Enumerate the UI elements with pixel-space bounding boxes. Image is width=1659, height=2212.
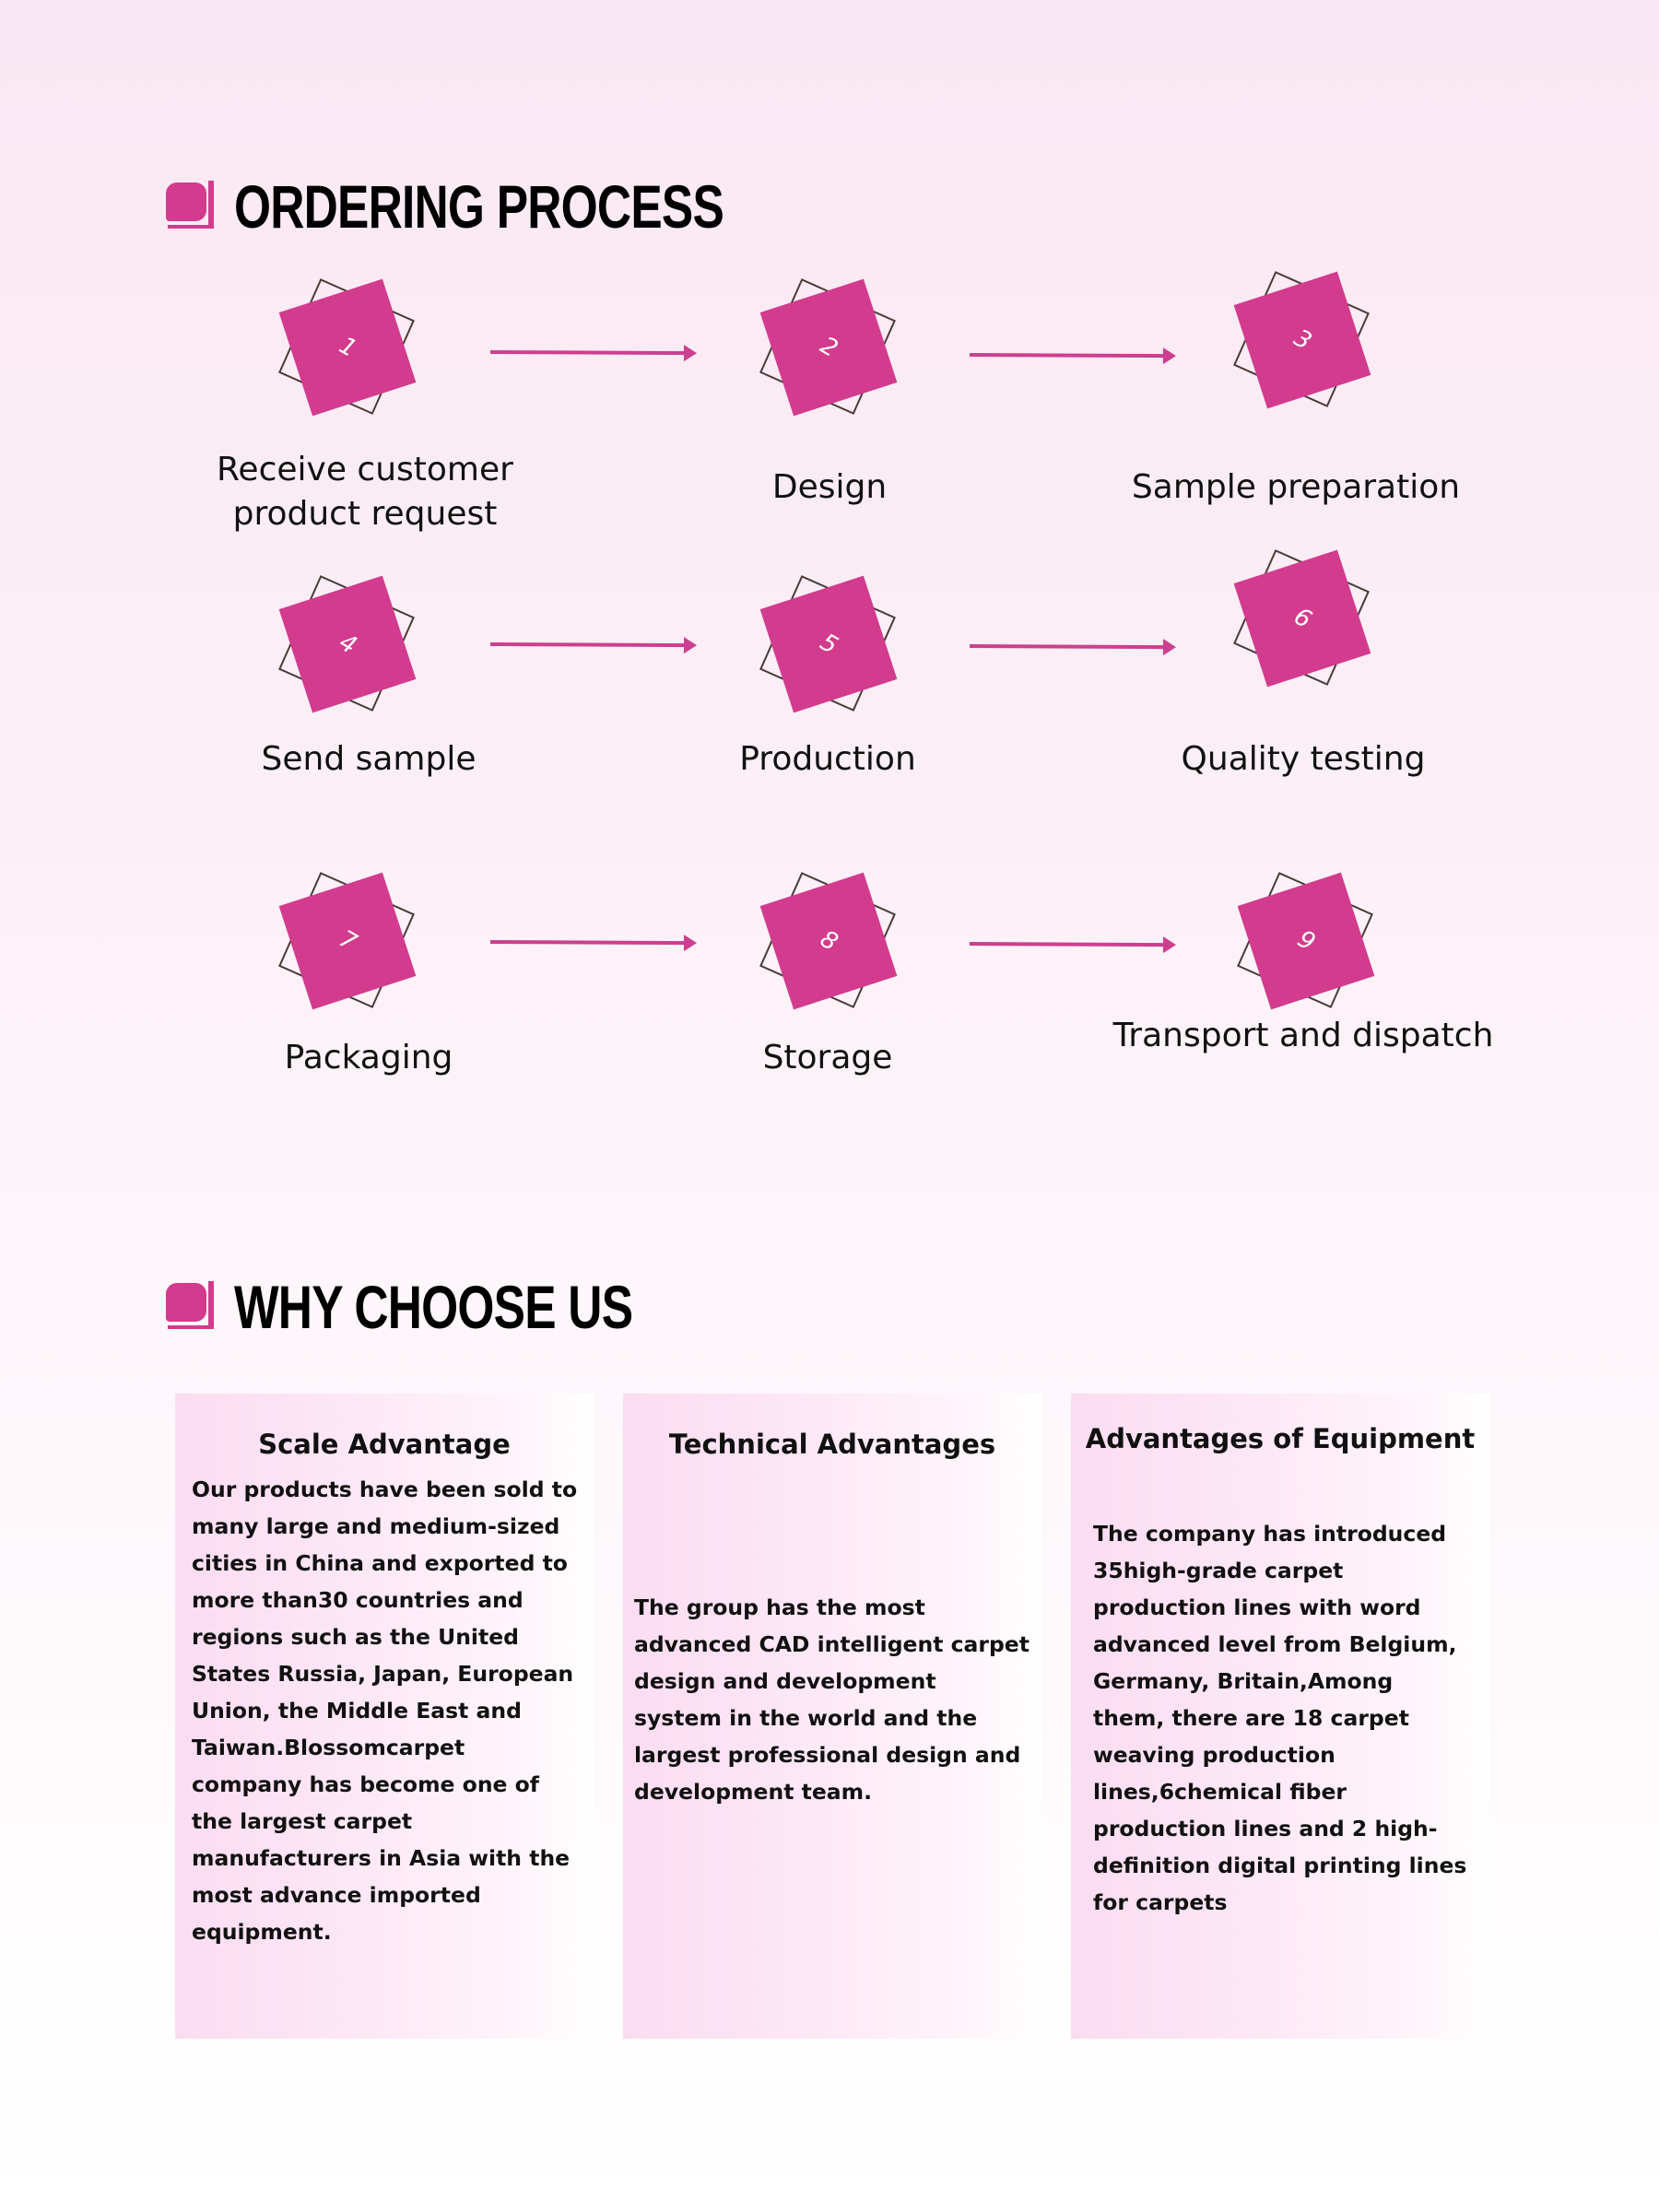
step-number: 8: [815, 924, 842, 958]
step-4-label: Send sample: [261, 740, 477, 778]
step-8-badge: [737, 850, 922, 1034]
card-title: Scale Advantage: [258, 1429, 511, 1460]
card-body: The company has introduced 35high-grade carpet production lines with word advanced level from Belgium, Germany, Britain,Among them, there are 18 carpet weaving production lines,6chemical fiber production lines and 2 high-definition digital printing lines for carpets: [1093, 1521, 1467, 1915]
step-6-badge: [1211, 527, 1395, 712]
arrow-5-to-6: [970, 644, 1169, 649]
step-5-badge: [737, 553, 922, 737]
step-number: 3: [1288, 324, 1316, 357]
step-3-label: Sample preparation: [1131, 468, 1461, 506]
step-8-label: Storage: [762, 1039, 893, 1077]
arrow-4-to-5: [490, 642, 689, 647]
step-9-label: Transport and dispatch: [1112, 1017, 1494, 1054]
step-1-label: Receive customer product request: [217, 451, 513, 533]
step-number: 5: [815, 628, 842, 661]
step-number: 9: [1292, 924, 1320, 958]
ordering-process-title: ORDERING PROCESS: [234, 172, 724, 241]
arrow-7-to-8: [490, 940, 689, 945]
card-technical-advantages: [623, 1394, 1041, 2039]
card-scale-advantage: [175, 1394, 594, 2039]
step-4-badge: [256, 553, 441, 737]
ordering-process-header: [166, 171, 862, 241]
card-advantages-of-equipment: [1071, 1394, 1489, 2039]
step-1-badge: [256, 256, 441, 441]
card-title: Technical Advantages: [668, 1429, 996, 1460]
card-title: Advantages of Equipment: [1085, 1423, 1476, 1454]
arrow-8-to-9: [970, 942, 1169, 947]
step-5-label: Production: [739, 740, 916, 778]
step-7-badge: [256, 850, 441, 1034]
section-bullet-icon: [166, 1281, 218, 1333]
card-body: The group has the most advanced CAD intelligent carpet design and development system in the world and the largest professional design and development team.: [634, 1594, 1030, 1805]
card-body: Our products have been sold to many large and medium-sized cities in China and exported to more than30 countries and regions such as the United States Russia, Japan, European Union, the Middle East and Taiwan.Blossomcarpet company has become one of the largest carpet manufacturers in Asia with the most advance imported equipment.: [192, 1477, 578, 1945]
step-number: 6: [1288, 602, 1316, 635]
step-7-label: Packaging: [284, 1039, 453, 1077]
arrow-2-to-3: [970, 353, 1169, 358]
step-9-badge: [1215, 850, 1399, 1034]
step-number: 2: [815, 331, 842, 364]
step-2-badge: [737, 256, 922, 441]
step-6-label: Quality testing: [1181, 740, 1426, 778]
why-choose-us-title: WHY CHOOSE US: [234, 1273, 633, 1341]
step-number: 1: [334, 331, 361, 364]
why-choose-us-header: [166, 1272, 745, 1342]
step-number: 7: [334, 924, 361, 958]
step-number: 4: [334, 628, 361, 661]
arrow-1-to-2: [490, 350, 689, 355]
section-bullet-icon: [166, 181, 218, 232]
step-2-label: Design: [771, 468, 888, 506]
step-3-badge: [1211, 249, 1395, 433]
